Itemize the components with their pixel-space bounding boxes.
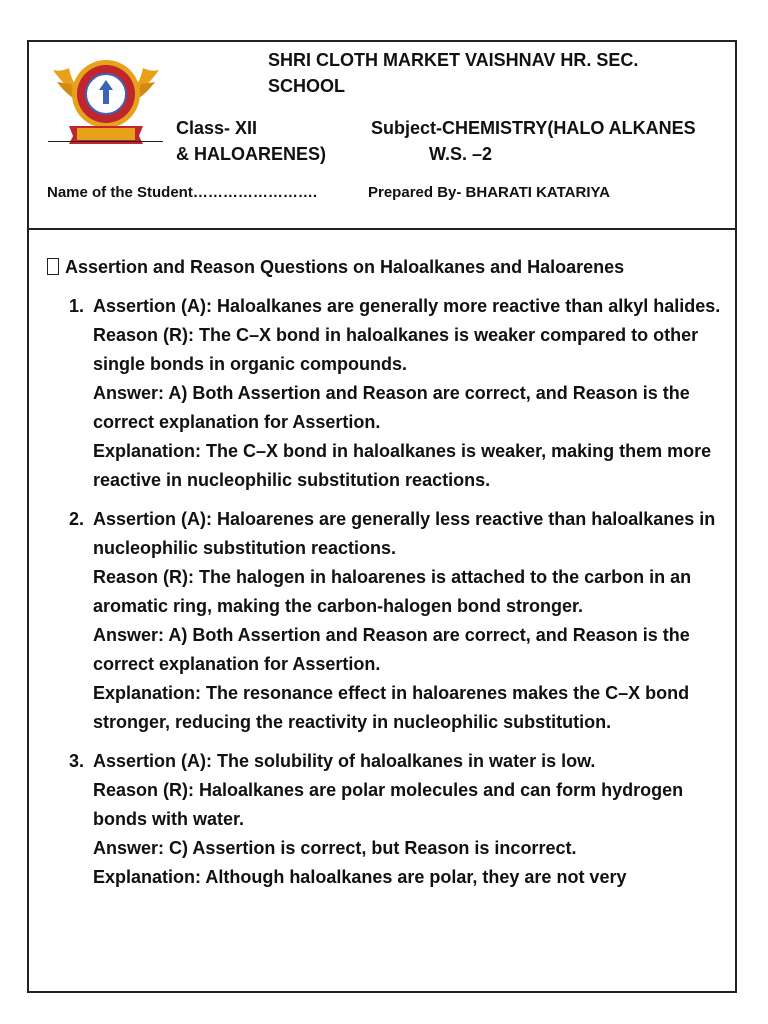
answer-text: Answer: C) Assertion is correct, but Reason is incorrect. [93, 838, 577, 858]
reason-text: Reason (R): Haloalkanes are polar molecules and can form hydrogen bonds with water. [93, 780, 684, 829]
subject-label: Subject-CHEMISTRY(HALO ALKANES [371, 118, 696, 138]
section-title [47, 257, 624, 278]
reason-text: Reason (R): The halogen in haloarenes is attached to the carbon in an aromatic ring, making the carbon-halogen bond stronger. [93, 567, 692, 616]
missing-glyph-icon [47, 258, 59, 275]
question-item [47, 292, 737, 495]
explanation-text: Explanation: Although haloalkanes are polar, they are not very [93, 867, 627, 887]
reason-text: Reason (R): The C–X bond in haloalkanes is weaker compared to other single bonds in organic compounds. [93, 325, 699, 374]
question-number: 2. [69, 509, 85, 529]
worksheet-number: W.S. –2 [429, 144, 493, 164]
question-list [47, 292, 737, 902]
explanation-text: Explanation: The resonance effect in haloarenes makes the C–X bond stronger, reducing the reactivity in nucleophilic substitution. [93, 683, 690, 732]
class-label: Class- XII [176, 118, 258, 138]
school-logo-emblem [47, 50, 165, 148]
small-rule [33, 229, 155, 230]
question-item [47, 505, 737, 737]
student-name-field: Name of the Student……………………. [47, 184, 318, 201]
answer-text: Answer: A) Both Assertion and Reason are correct, and Reason is the correct explanation for Assertion. [93, 383, 690, 432]
prepared-by: Prepared By- BHARATI KATARIYA [368, 184, 610, 201]
section-title-text: Assertion and Reason Questions on Haloalkanes and Haloarenes [65, 257, 625, 277]
assertion-text: Assertion (A): Haloarenes are generally less reactive than haloalkanes in nucleophilic substitution reactions. [93, 509, 716, 558]
subject-continuation: & HALOARENES) [176, 144, 327, 164]
school-logo [47, 50, 165, 148]
logo-underline [48, 141, 163, 142]
answer-text: Answer: A) Both Assertion and Reason are correct, and Reason is the correct explanation for Assertion. [93, 625, 690, 674]
assertion-text: Assertion (A): Haloalkanes are generally more reactive than alkyl halides. [93, 296, 721, 316]
question-number: 1. [69, 296, 85, 316]
school-name-line-1: SHRI CLOTH MARKET VAISHNAV HR. SEC. [268, 50, 639, 70]
question-number: 3. [69, 751, 85, 771]
question-item [47, 747, 737, 892]
school-name-line-2: SCHOOL [268, 76, 346, 96]
explanation-text: Explanation: The C–X bond in haloalkanes is weaker, making them more reactive in nucleophilic substitution reactions. [93, 441, 712, 490]
assertion-text: Assertion (A): The solubility of haloalkanes in water is low. [93, 751, 596, 771]
